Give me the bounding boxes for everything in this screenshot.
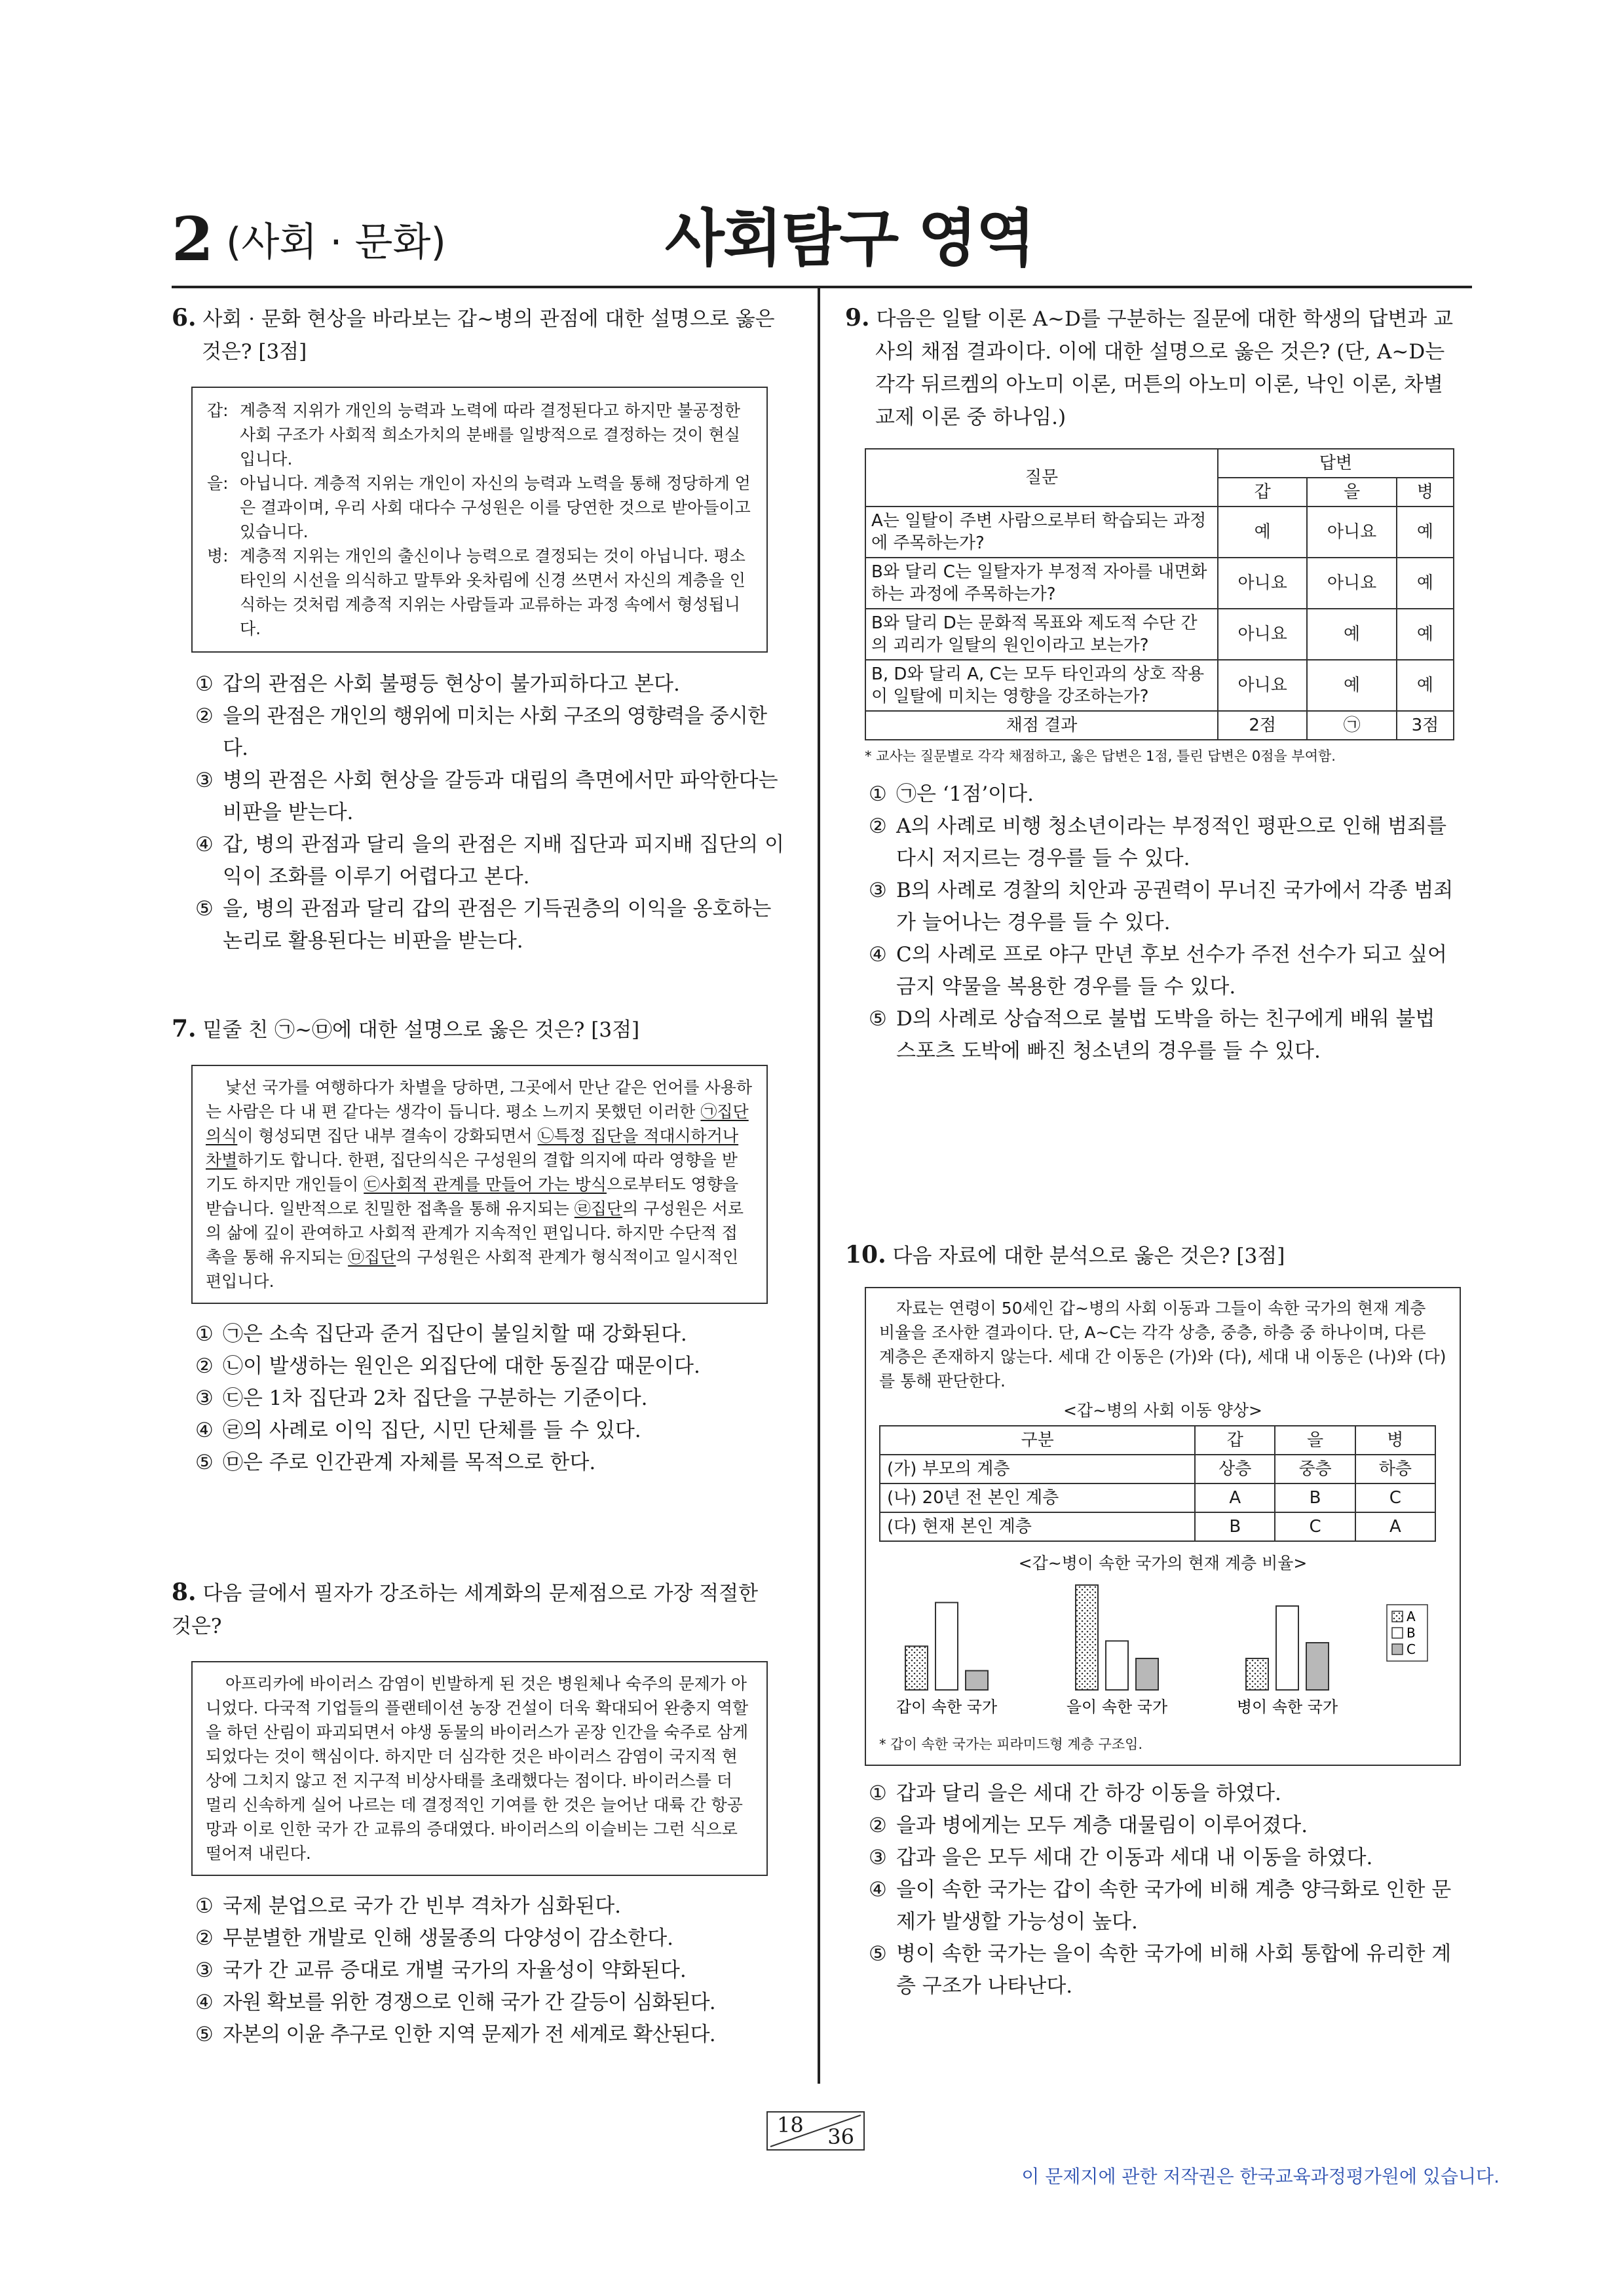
option-1[interactable]: ① ㉠은 소속 집단과 준거 집단이 불일치할 때 강화된다. — [195, 1322, 687, 1346]
table-row: (가) 부모의 계층 상층 중층 하층 — [880, 1455, 1435, 1483]
question-8-stem: 8. 다음 글에서 필자가 강조하는 세계화의 문제점으로 가장 적절한 것은? — [172, 1578, 759, 1638]
question-10 — [845, 1238, 1461, 2002]
speaker-gap: 갑: 계층적 지위가 개인의 능력과 노력에 따라 결정된다고 하지만 불공정한 사회 구조가 사회적 희소가치의 분배를 일방적으로 결정하는 것이 현실입니다. — [207, 401, 740, 469]
legend-swatch-b — [1392, 1628, 1403, 1638]
question-10-intro: 자료는 연령이 50세인 갑~병의 사회 이동과 그들이 속한 국가의 현재 계층 비율을 조사한 결과이다. 단, A~C는 각각 상층, 중층, 하층 중 하나이며, 다른 계층은 존재하지 않는다. 세대 간 이동은 (가)와 (다), 세대 내 이동은 (나)와 (다)를 통해 판단한다. — [879, 1299, 1446, 1390]
page-current: 18 — [777, 2113, 804, 2137]
option-3[interactable]: ③ 병의 관점은 사회 현상을 갈등과 대립의 측면에서만 파악한다는 비판을 받는다. — [195, 769, 778, 824]
table-row: B와 달리 D는 문화적 목표와 제도적 수단 간의 괴리가 일탈의 원인이라고 보는가? 아니요 예 예 — [865, 609, 1454, 660]
option-1[interactable]: ① 갑의 관점은 사회 불평등 현상이 불가피하다고 본다. — [195, 672, 680, 696]
legend-label-b: B — [1407, 1625, 1416, 1641]
question-10-options — [845, 1778, 1461, 2002]
option-4[interactable]: ④ 갑, 병의 관점과 달리 을의 관점은 지배 집단과 피지배 집단의 이익이 조화를 이루기 어렵다고 본다. — [195, 833, 785, 889]
question-9-options — [845, 778, 1461, 1067]
question-9-stem: 9. 다음은 일탈 이론 A~D를 구분하는 질문에 대한 학생의 답변과 교사의 채점 결과이다. 이에 대한 설명으로 옳은 것은? (단, A~D는 각각 뒤르켐의 아노미 이론, 머튼의 아노미 이론, 낙인 이론, 차별 교제 이론 중 하나임.) — [845, 304, 1454, 429]
bar-b-1 — [935, 1603, 958, 1690]
option-4[interactable]: ④ ㉣의 사례로 이익 집단, 시민 단체를 들 수 있다. — [195, 1419, 641, 1442]
bar-a-3 — [1246, 1658, 1268, 1690]
option-2[interactable]: ② 을의 관점은 개인의 행위에 미치는 사회 구조의 영향력을 중시한다. — [195, 704, 767, 760]
question-8-passage: 아프리카에 바이러스 감염이 빈발하게 된 것은 병원체나 숙주의 문제가 아니었다. 다국적 기업들의 플랜테이션 농장 건설이 더욱 확대되어 완충지 역할을 하던 산림이 파괴되면서 야생 동물의 바이러스가 곧장 인간을 숙주로 삼게 되었다는 것이 핵심이다. 하지만 더 심각한 것은 바이러스 감염이 국지적 현상에 그치지 않고 전 지구적 비상사태를 초래했다는 점이다. 바이러스를 더 멀리 신속하게 실어 나르는 데 결정적인 기여를 한 것은 늘어난 대륙 간 항공망과 이로 인한 국가 간 교류의 증대였다. 바이러스의 이슬비는 그런 식으로 떨어져 내린다. — [191, 1661, 768, 1876]
question-7 — [172, 1012, 787, 1479]
underline-c: ㉢사회적 관계를 만들어 가는 방식 — [364, 1175, 607, 1194]
bar-c-1 — [966, 1671, 988, 1690]
question-9-table — [865, 448, 1454, 740]
legend-label-a: A — [1407, 1609, 1416, 1624]
page-number-box — [766, 2111, 865, 2151]
question-number: 6. — [172, 304, 197, 332]
question-7-passage: 낯선 국가를 여행하다가 차별을 당하면, 그곳에서 만난 같은 언어를 사용하는 사람은 다 내 편 같다는 생각이 듭니다. 평소 느끼지 못했던 이러한 ㉠집단의식이 형성되면 집단 내부 결속이 강화되면서 ㉡특정 집단을 적대시하거나 차별하기도 합니다. 한편, 집단의식은 구성원의 결합 의지에 따라 영향을 받기도 하지만 개인들이 ㉢사회적 관계를 만들어 가는 방식으로부터도 영향을 받습니다. 일반적으로 친밀한 접촉을 통해 유지되는 ㉣집단의 구성원은 서로의 삶에 깊이 관여하고 사회적 관계가 지속적인 편입니다. 하지만 수단적 접촉을 통해 유지되는 ㉤집단의 구성원은 사회적 관계가 형식적이고 일시적인 편입니다. — [191, 1065, 768, 1304]
question-6-options — [172, 668, 787, 957]
page-total: 36 — [827, 2124, 854, 2149]
category-label: 갑이 속한 국가 — [896, 1698, 998, 1716]
option-5[interactable]: ⑤ 병이 속한 국가는 을이 속한 국가에 비해 사회 통합에 유리한 계층 구조가 나타난다. — [869, 1942, 1452, 1998]
question-7-stem: 7. 밑줄 친 ㉠~㉤에 대한 설명으로 옳은 것은? [3점] — [172, 1015, 640, 1043]
header-rule — [172, 286, 1472, 288]
table-title: <갑~병의 사회 이동 양상> — [1063, 1401, 1263, 1420]
question-6-stem: 6. 사회 · 문화 현상을 바라보는 갑~병의 관점에 대한 설명으로 옳은 것은? [3점] — [172, 304, 775, 364]
bar-a-2 — [1076, 1585, 1098, 1690]
option-3[interactable]: ③ 국가 간 교류 증대로 개별 국가의 자율성이 약화된다. — [195, 1959, 687, 1982]
bar-c-2 — [1136, 1658, 1158, 1690]
question-6 — [172, 301, 787, 957]
speaker-eul: 을: 아닙니다. 계층적 지위는 개인이 자신의 능력과 노력을 통해 정당하게 얻은 결과이며, 우리 사회 대다수 구성원은 이를 당연한 것으로 받아들이고 있습니다. — [207, 474, 751, 541]
header-gap: 갑 — [1218, 478, 1307, 507]
question-9 — [845, 301, 1461, 1067]
table-row: B, D와 달리 A, C는 모두 타인과의 상호 작용이 일탈에 미치는 영향을 강조하는가? 아니요 예 예 — [865, 660, 1454, 711]
legend-swatch-c — [1392, 1644, 1403, 1655]
option-5[interactable]: ⑤ 자본의 이윤 추구로 인한 지역 문제가 전 세계로 확산된다. — [195, 2023, 715, 2046]
option-1[interactable]: ① 갑과 달리 을은 세대 간 하강 이동을 하였다. — [869, 1782, 1281, 1805]
copyright-notice: 이 문제지에 관한 저작권은 한국교육과정평가원에 있습니다. — [1021, 2166, 1500, 2187]
strata-bar-chart — [879, 1575, 1443, 1726]
option-4[interactable]: ④ 을이 속한 국가는 갑이 속한 국가에 비해 계층 양극화로 인한 문제가 발생할 가능성이 높다. — [869, 1878, 1452, 1934]
underline-b: ㉡특정 집단을 적대시하거나 차별 — [206, 1126, 739, 1170]
underline-e: ㉤집단 — [348, 1248, 396, 1267]
bar-c-3 — [1306, 1643, 1329, 1690]
question-10-stem: 10. 다음 자료에 대한 분석으로 옳은 것은? [3점] — [845, 1241, 1285, 1269]
option-2[interactable]: ② A의 사례로 비행 청소년이라는 부정적인 평판으로 인해 범죄를 다시 저지르는 경우를 들 수 있다. — [869, 814, 1447, 870]
bar-a-1 — [905, 1646, 928, 1690]
option-1[interactable]: ① 국제 분업으로 국가 간 빈부 격차가 심화된다. — [195, 1894, 622, 1918]
option-4[interactable]: ④ 자원 확보를 위한 경쟁으로 인해 국가 간 갈등이 심화된다. — [195, 1991, 715, 2014]
column-divider — [818, 288, 820, 2084]
category-label: 을이 속한 국가 — [1066, 1698, 1168, 1716]
question-6-passage — [191, 387, 768, 653]
question-8-options — [172, 1890, 787, 2051]
underline-d: ㉣집단 — [574, 1199, 623, 1218]
bar-b-2 — [1106, 1641, 1128, 1690]
option-4[interactable]: ④ C의 사례로 프로 야구 만년 후보 선수가 주전 선수가 되고 싶어 금지 약물을 복용한 경우를 들 수 있다. — [869, 943, 1447, 999]
option-2[interactable]: ② 무분별한 개발로 인해 생물종의 다양성이 감소한다. — [195, 1926, 673, 1950]
table-row: B와 달리 C는 일탈자가 부정적 자아를 내면화하는 과정에 주목하는가? 아니요 아니요 예 — [865, 558, 1454, 609]
header-byeong: 병 — [1397, 478, 1454, 507]
bar-b-3 — [1276, 1606, 1298, 1690]
option-3[interactable]: ③ B의 사례로 경찰의 치안과 공권력이 무너진 국가에서 각종 범죄가 늘어나는 경우를 들 수 있다. — [869, 879, 1454, 934]
underline-a: ㉠집단의식 — [206, 1102, 749, 1145]
table-row: (나) 20년 전 본인 계층 A B C — [880, 1483, 1435, 1512]
mobility-table: 구분 갑 을 병 (가) 부모의 계층 상층 중층 하층 (나) 20년 전 본인 계층 A B C (다) 현재 본인 계층 B C A — [879, 1425, 1436, 1542]
question-9-note: * 교사는 질문별로 각각 채점하고, 옳은 답변은 1점, 틀린 답변은 0점을 부여함. — [865, 748, 1336, 764]
section-number: 2 — [172, 204, 214, 275]
option-2[interactable]: ② 을과 병에게는 모두 계층 대물림이 이루어졌다. — [869, 1814, 1308, 1837]
legend-swatch-a — [1392, 1611, 1403, 1622]
legend-label-c: C — [1407, 1641, 1416, 1657]
category-label: 병이 속한 국가 — [1236, 1698, 1338, 1716]
option-5[interactable]: ⑤ ㉤은 주로 인간관계 자체를 목적으로 한다. — [195, 1451, 596, 1474]
option-5[interactable]: ⑤ 을, 병의 관점과 달리 갑의 관점은 기득권층의 이익을 옹호하는 논리로 활용된다는 비판을 받는다. — [195, 897, 772, 953]
header-eul: 을 — [1307, 478, 1396, 507]
question-8 — [172, 1576, 787, 2051]
table-row: A는 일탈이 주변 사람으로부터 학습되는 과정에 주목하는가? 예 아니요 예 — [865, 507, 1454, 558]
speaker-byeong: 병: 계층적 지위는 개인의 출신이나 능력으로 결정되는 것이 아닙니다. 평소 타인의 시선을 의식하고 말투와 옷차림에 신경 쓰면서 자신의 계층을 인식하는 것처럼 계층적 지위는 사람들과 교류하는 과정 속에서 형성됩니다. — [207, 546, 746, 638]
chart-title: <갑~병이 속한 국가의 현재 계층 비율> — [1018, 1554, 1308, 1573]
question-10-note: * 갑이 속한 국가는 피라미드형 계층 구조임. — [879, 1736, 1143, 1752]
option-5[interactable]: ⑤ D의 사례로 상습적으로 불법 도박을 하는 친구에게 배워 불법 스포츠 도박에 빠진 청소년의 경우를 들 수 있다. — [869, 1007, 1435, 1063]
header-answer: 답변 — [1218, 449, 1454, 478]
option-3[interactable]: ③ ㉢은 1차 집단과 2차 집단을 구분하는 기준이다. — [195, 1387, 648, 1410]
header-question: 질문 — [865, 449, 1218, 507]
option-2[interactable]: ② ㉡이 발생하는 원인은 외집단에 대한 동질감 때문이다. — [195, 1354, 700, 1378]
question-7-options — [172, 1318, 787, 1479]
question-10-data-box — [865, 1287, 1461, 1766]
subject-name: (사회 · 문화) — [226, 220, 446, 265]
page-title: 사회탐구 영역 — [665, 203, 1034, 275]
option-1[interactable]: ① ㉠은 ‘1점’이다. — [869, 782, 1034, 806]
table-row: (다) 현재 본인 계층 B C A — [880, 1512, 1435, 1541]
score-row: 채점 결과 2점 ㉠ 3점 — [865, 711, 1454, 740]
option-3[interactable]: ③ 갑과 을은 모두 세대 간 이동과 세대 내 이동을 하였다. — [869, 1846, 1373, 1869]
